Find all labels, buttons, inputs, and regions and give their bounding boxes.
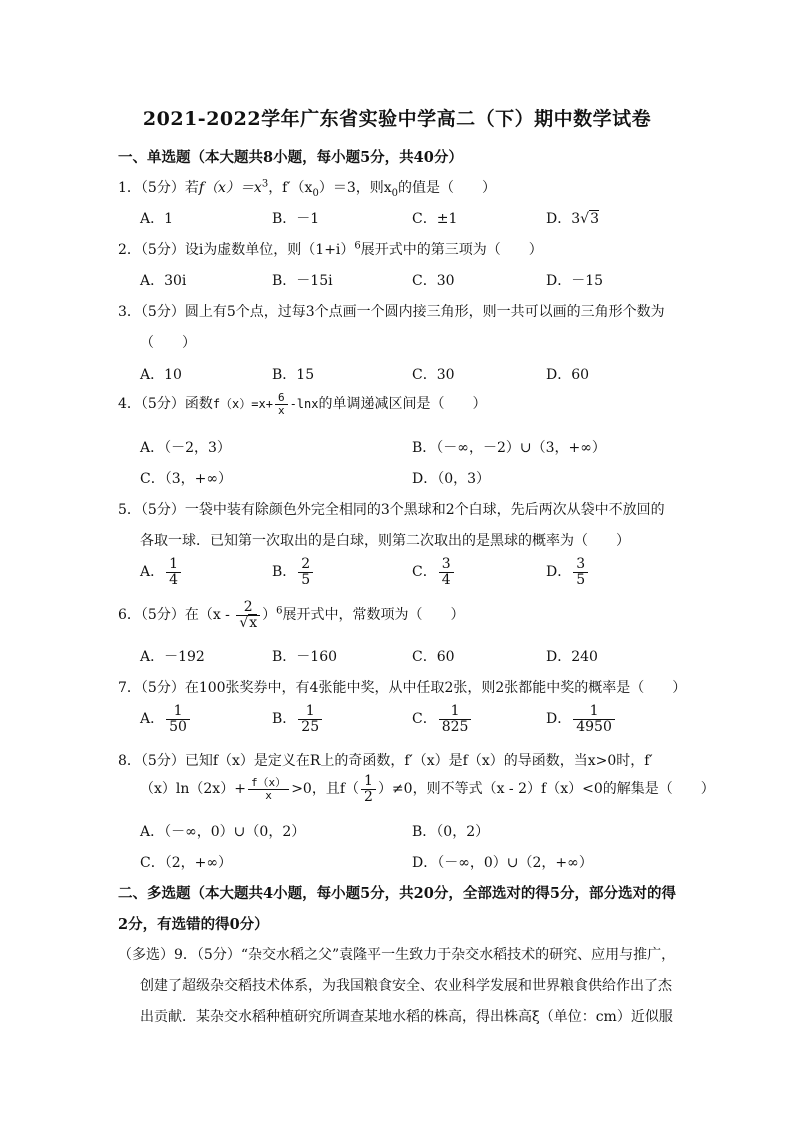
q7-option-d <box>546 704 617 734</box>
q6-option-d: D．240 <box>546 649 598 665</box>
q5-d-den: 5 <box>576 571 586 588</box>
q7-d-den: 4950 <box>576 718 612 735</box>
q6-exponent: 6 <box>276 605 283 617</box>
q2-option-b: B．－15i <box>272 273 333 289</box>
question-5-line2: 各取一球．已知第一次取出的是白球，则第二次取出的是黑球的概率为（ ） <box>140 533 630 549</box>
q7-option-b-label: B． <box>272 711 297 728</box>
question-9-line2: 创建了超级杂交稻技术体系，为我国粮食安全、农业科学发展和世界粮食供给作出了杰 <box>140 978 672 994</box>
q8-half-den: 2 <box>364 788 373 805</box>
q8-option-d: D．（－∞，0）∪（2，+∞） <box>412 855 593 871</box>
q7-option-a-label: A． <box>140 711 165 728</box>
q6-post: ） <box>262 607 277 624</box>
q1-option-a: A．1 <box>140 211 174 227</box>
question-5-line1: 5．（5分）一袋中装有除颜色外完全相同的3个黑球和2个白球，先后两次从袋中不放回的 <box>118 502 665 518</box>
q5-option-c-label: C． <box>412 564 437 581</box>
question-1: 1．（5分）若$f(x)=x^3$，$f'(x_0)=3$，则$x_0$的值是（ ） <box>118 178 497 199</box>
question-8-line1: 8．（5分）已知f（x）是定义在R上的奇函数，f′（x）是f（x）的导函数，当x>0时，f′ <box>118 753 653 769</box>
q8-l2a: （x）ln（2x）+ <box>140 781 246 798</box>
question-4 <box>118 392 486 416</box>
q6-option-a: A．－192 <box>140 649 205 665</box>
q7-option-c-fraction <box>439 704 472 734</box>
q4-fx: f（x）=x+ <box>212 397 273 412</box>
q8-fraction-fx <box>248 777 289 801</box>
q1-option-d-radicand: 3 <box>590 211 599 227</box>
q5-option-d-label: D． <box>546 564 572 581</box>
q7-b-num: 1 <box>298 704 322 720</box>
q2-option-d: D．－15 <box>546 273 604 289</box>
q1-formula: f（x）＝x <box>198 180 262 196</box>
q6-frac-den-wrap <box>236 616 260 631</box>
q6-rest: 展开式中，常数项为（ ） <box>282 607 465 624</box>
q6-pre: 6．（5分）在（x - <box>118 607 235 624</box>
q2-exponent: 6 <box>354 240 361 252</box>
q5-option-a <box>140 557 183 587</box>
q1-option-c: C．±1 <box>412 211 458 227</box>
sqrt-icon: √ <box>580 211 590 227</box>
q7-option-a <box>140 704 192 734</box>
q7-option-b-fraction <box>298 704 322 734</box>
section-single-choice-heading: 一、单选题（本大题共8小题，每小题5分，共40分） <box>118 149 463 166</box>
q4-fraction <box>275 392 288 416</box>
question-8-line2 <box>140 774 715 804</box>
q7-option-d-fraction <box>573 704 615 734</box>
q8-l2b: >0，且f（ <box>291 781 360 798</box>
q5-option-a-label: A． <box>140 564 165 581</box>
q6-option-c: C．60 <box>412 649 455 665</box>
q5-a-num: 1 <box>166 557 181 573</box>
section-multi-choice-heading-line2: 2分，有选错的得0分） <box>118 916 269 933</box>
q1-mid: ，f′（x <box>268 180 313 196</box>
q4-pre: 4．（5分）函数 <box>118 396 213 413</box>
q2-rest: 展开式中的第三项为（ ） <box>360 242 543 258</box>
q1-end: 的值是（ ） <box>398 180 497 196</box>
q5-c-num: 3 <box>439 557 454 573</box>
q7-b-den: 25 <box>301 718 320 735</box>
q5-option-c-fraction <box>439 557 454 587</box>
question-6 <box>118 600 465 630</box>
question-9-line1: （多选）9．（5分）“杂交水稻之父”袁隆平一生致力于杂交水稻技术的研究、应用与推广， <box>118 947 676 963</box>
q2-option-a: A．30i <box>140 273 187 289</box>
q5-c-den: 4 <box>441 571 451 588</box>
q3-option-c: C．30 <box>412 367 455 383</box>
q5-option-c <box>412 557 456 587</box>
sqrt-icon: √ <box>239 614 249 631</box>
q8-frac-num: f（x） <box>248 777 289 790</box>
section-multi-choice-heading-line1: 二、多选题（本大题共4小题，每小题5分，共20分，全部选对的得5分，部分选对的得 <box>118 885 676 902</box>
q7-option-a-fraction <box>166 704 190 734</box>
q6-option-b: B．－160 <box>272 649 338 665</box>
q7-option-c <box>412 704 473 734</box>
q5-a-den: 4 <box>169 571 179 588</box>
q8-half-num: 1 <box>361 774 376 790</box>
q7-a-den: 50 <box>169 718 187 735</box>
q7-a-num: 1 <box>166 704 190 720</box>
q2-text: 2．（5分）设i为虚数单位，则（1+i） <box>118 242 355 258</box>
q5-b-num: 2 <box>298 557 313 573</box>
q5-d-num: 3 <box>573 557 588 573</box>
q4-post: 的单调递减区间是（ ） <box>318 396 487 413</box>
q4-option-a: A．（－2，3） <box>140 440 231 456</box>
q7-option-c-label: C． <box>412 711 437 728</box>
q5-option-b-label: B． <box>272 564 297 581</box>
q7-d-num: 1 <box>573 704 615 720</box>
q5-b-den: 5 <box>301 571 311 588</box>
q4-tail: -lnx <box>289 397 319 412</box>
page-title: 2021-2022学年广东省实验中学高二（下）期中数学试卷 <box>142 108 652 130</box>
q8-option-b: B．（0，2） <box>412 824 490 840</box>
question-3-line2: （ ） <box>140 335 196 351</box>
q1-option-d <box>546 208 599 228</box>
q4-option-d: D．（0，3） <box>412 471 491 487</box>
question-9-line3: 出贡献．某杂交水稻种植研究所调查某地水稻的株高，得出株高ξ（单位：cm）近似服 <box>140 1009 673 1025</box>
q6-frac-num: 2 <box>236 600 260 616</box>
q2-option-c: C．30 <box>412 273 455 289</box>
q6-frac-den: x <box>249 614 258 631</box>
q8-option-a: A．（－∞，0）∪（0，2） <box>140 824 306 840</box>
question-3-line1: 3．（5分）圆上有5个点，过每3个点画一个圆内接三角形，则一共可以画的三角形个数为 <box>118 304 665 320</box>
q7-c-den: 825 <box>441 718 469 735</box>
q1-post: ）＝3，则x <box>318 180 392 196</box>
question-7: 7．（5分）在100张奖券中，有4张能中奖，从中任取2张，则2张都能中奖的概率是（ ） <box>118 680 687 696</box>
q8-fraction-half <box>361 774 376 804</box>
q7-c-num: 1 <box>439 704 472 720</box>
q7-option-b <box>272 704 324 734</box>
q3-option-b: B．15 <box>272 367 315 383</box>
q1-pre: 1．（5分）若 <box>118 180 199 196</box>
q4-frac-den: x <box>277 403 285 417</box>
q5-option-d <box>546 557 590 587</box>
q7-option-d-label: D． <box>546 711 572 728</box>
q3-option-d: D．60 <box>546 367 590 383</box>
q1-option-d-label: D．3 <box>546 211 581 227</box>
q4-option-c: C．（3，+∞） <box>140 471 233 487</box>
q3-option-a: A．10 <box>140 367 182 383</box>
q8-option-c: C．（2，+∞） <box>140 855 233 871</box>
q8-l2c: ）≠0，则不等式（x - 2）f（x）<0的解集是（ ） <box>377 781 715 798</box>
q8-frac-den: x <box>265 788 272 802</box>
q5-option-b-fraction <box>298 557 313 587</box>
q5-option-d-fraction <box>573 557 588 587</box>
q4-frac-num: 6 <box>275 392 288 405</box>
q4-option-b: B．（－∞，－2）∪（3，+∞） <box>412 440 606 456</box>
q5-option-a-fraction <box>166 557 181 587</box>
q6-fraction <box>236 600 260 630</box>
q1-option-b: B．－1 <box>272 211 320 227</box>
q5-option-b <box>272 557 315 587</box>
question-2 <box>118 239 543 259</box>
